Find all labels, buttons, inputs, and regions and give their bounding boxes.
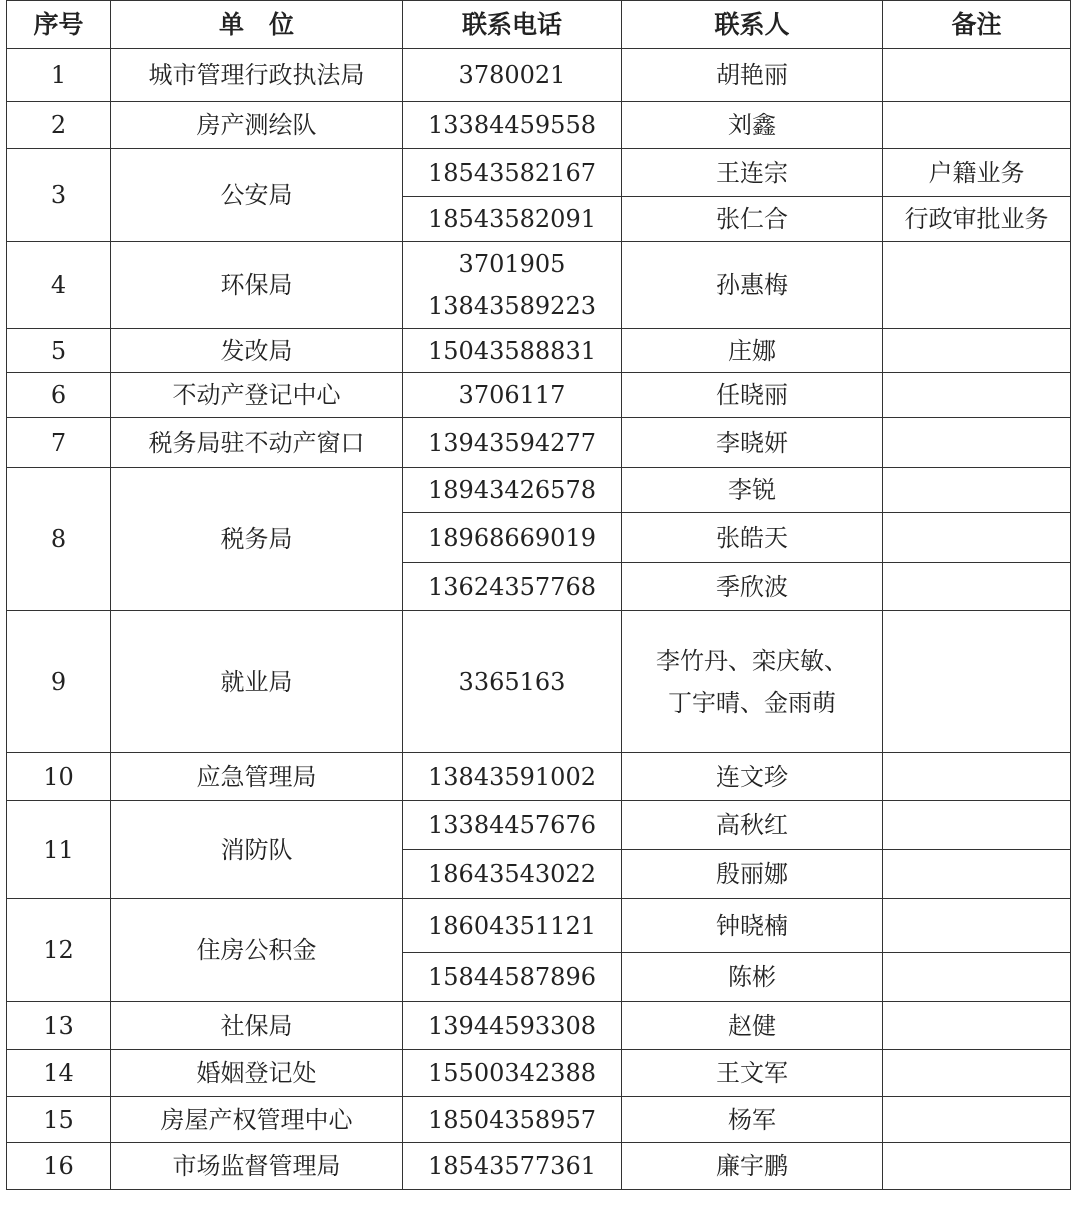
- row-index: 3: [7, 149, 111, 242]
- row-note: [883, 513, 1071, 563]
- row-contact: 季欣波: [622, 563, 883, 611]
- row-note: [883, 1097, 1071, 1143]
- table-row: [7, 329, 1071, 373]
- row-contact: 陈彬: [622, 953, 883, 1002]
- table-row: [7, 1002, 1071, 1050]
- row-unit: 应急管理局: [111, 753, 403, 801]
- row-phone: 18968669019: [403, 513, 622, 563]
- table-row: [7, 242, 1071, 329]
- row-contact: 殷丽娜: [622, 850, 883, 899]
- row-unit: 婚姻登记处: [111, 1050, 403, 1097]
- row-unit: 发改局: [111, 329, 403, 373]
- contact-table: [6, 0, 1071, 1190]
- phone-line: 13843589223: [428, 292, 596, 320]
- row-note: 户籍业务: [883, 149, 1071, 197]
- row-index: 5: [7, 329, 111, 373]
- row-index: 16: [7, 1143, 111, 1190]
- row-note: [883, 468, 1071, 513]
- row-note: [883, 373, 1071, 418]
- row-contact: 庄娜: [622, 329, 883, 373]
- row-unit: 城市管理行政执法局: [111, 49, 403, 102]
- row-note: [883, 563, 1071, 611]
- table-row: [7, 468, 1071, 513]
- row-note: [883, 1002, 1071, 1050]
- row-contact: 杨军: [622, 1097, 883, 1143]
- row-phone: [403, 242, 622, 329]
- row-note: [883, 899, 1071, 953]
- table-row: [7, 49, 1071, 102]
- row-phone: 13943594277: [403, 418, 622, 468]
- row-phone: 15844587896: [403, 953, 622, 1002]
- row-phone: 18543577361: [403, 1143, 622, 1190]
- row-note: [883, 801, 1071, 850]
- row-unit: 市场监督管理局: [111, 1143, 403, 1190]
- row-index: 6: [7, 373, 111, 418]
- row-index: 12: [7, 899, 111, 1002]
- row-index: 10: [7, 753, 111, 801]
- table-row: [7, 1097, 1071, 1143]
- row-contact: 钟晓楠: [622, 899, 883, 953]
- row-index: 11: [7, 801, 111, 899]
- row-contact: 胡艳丽: [622, 49, 883, 102]
- header-row: [7, 1, 1071, 49]
- row-phone: 18643543022: [403, 850, 622, 899]
- row-note: [883, 753, 1071, 801]
- table-row: [7, 373, 1071, 418]
- row-phone: 13944593308: [403, 1002, 622, 1050]
- row-phone: 13384459558: [403, 102, 622, 149]
- table-row: [7, 801, 1071, 850]
- row-index: 7: [7, 418, 111, 468]
- phone-line: 3701905: [458, 250, 566, 278]
- row-phone: 13384457676: [403, 801, 622, 850]
- row-phone: 13843591002: [403, 753, 622, 801]
- table-row: [7, 1050, 1071, 1097]
- row-note: [883, 850, 1071, 899]
- row-note: [883, 329, 1071, 373]
- row-unit: 就业局: [111, 611, 403, 753]
- row-phone: 3780021: [403, 49, 622, 102]
- row-note: [883, 611, 1071, 753]
- row-unit: 消防队: [111, 801, 403, 899]
- table-row: [7, 611, 1071, 753]
- row-index: 9: [7, 611, 111, 753]
- row-index: 1: [7, 49, 111, 102]
- row-contact: 张皓天: [622, 513, 883, 563]
- contact-line: 李竹丹、栾庆敏、: [656, 646, 848, 675]
- table-row: [7, 418, 1071, 468]
- header-note: 备注: [883, 1, 1071, 49]
- row-phone: 18543582091: [403, 197, 622, 242]
- row-note: [883, 102, 1071, 149]
- table-row: [7, 753, 1071, 801]
- row-index: 14: [7, 1050, 111, 1097]
- row-contact: 连文珍: [622, 753, 883, 801]
- row-index: 4: [7, 242, 111, 329]
- row-contact: 李锐: [622, 468, 883, 513]
- row-contact: 李晓妍: [622, 418, 883, 468]
- row-note: [883, 953, 1071, 1002]
- row-unit: 社保局: [111, 1002, 403, 1050]
- row-contact: 任晓丽: [622, 373, 883, 418]
- row-phone: 13624357768: [403, 563, 622, 611]
- row-unit: 税务局驻不动产窗口: [111, 418, 403, 468]
- row-contact: 赵健: [622, 1002, 883, 1050]
- row-phone: 15043588831: [403, 329, 622, 373]
- row-note: [883, 1143, 1071, 1190]
- row-note: 行政审批业务: [883, 197, 1071, 242]
- row-note: [883, 49, 1071, 102]
- table-body: [7, 49, 1071, 1190]
- table-row: [7, 102, 1071, 149]
- table-row: [7, 149, 1071, 197]
- header-contact: 联系人: [622, 1, 883, 49]
- row-unit: 不动产登记中心: [111, 373, 403, 418]
- row-phone: 18943426578: [403, 468, 622, 513]
- row-unit: 环保局: [111, 242, 403, 329]
- header-unit: 单 位: [111, 1, 403, 49]
- header-index: 序号: [7, 1, 111, 49]
- row-contact: 刘鑫: [622, 102, 883, 149]
- row-phone: 15500342388: [403, 1050, 622, 1097]
- row-contact: [622, 611, 883, 753]
- row-phone: 18604351121: [403, 899, 622, 953]
- row-contact: 王文军: [622, 1050, 883, 1097]
- row-index: 15: [7, 1097, 111, 1143]
- row-contact: 廉宇鹏: [622, 1143, 883, 1190]
- row-contact: 王连宗: [622, 149, 883, 197]
- row-unit: 住房公积金: [111, 899, 403, 1002]
- row-index: 2: [7, 102, 111, 149]
- row-note: [883, 418, 1071, 468]
- contact-line: 丁宇晴、金雨萌: [668, 688, 836, 717]
- row-unit: 房屋产权管理中心: [111, 1097, 403, 1143]
- row-phone: 3365163: [403, 611, 622, 753]
- row-note: [883, 242, 1071, 329]
- row-contact: 张仁合: [622, 197, 883, 242]
- table-row: [7, 1143, 1071, 1190]
- row-phone: 18543582167: [403, 149, 622, 197]
- row-unit: 房产测绘队: [111, 102, 403, 149]
- row-unit: 税务局: [111, 468, 403, 611]
- row-unit: 公安局: [111, 149, 403, 242]
- row-note: [883, 1050, 1071, 1097]
- row-phone: 3706117: [403, 373, 622, 418]
- row-contact: 高秋红: [622, 801, 883, 850]
- row-contact: 孙惠梅: [622, 242, 883, 329]
- table-row: [7, 899, 1071, 953]
- row-index: 13: [7, 1002, 111, 1050]
- row-phone: 18504358957: [403, 1097, 622, 1143]
- row-index: 8: [7, 468, 111, 611]
- header-phone: 联系电话: [403, 1, 622, 49]
